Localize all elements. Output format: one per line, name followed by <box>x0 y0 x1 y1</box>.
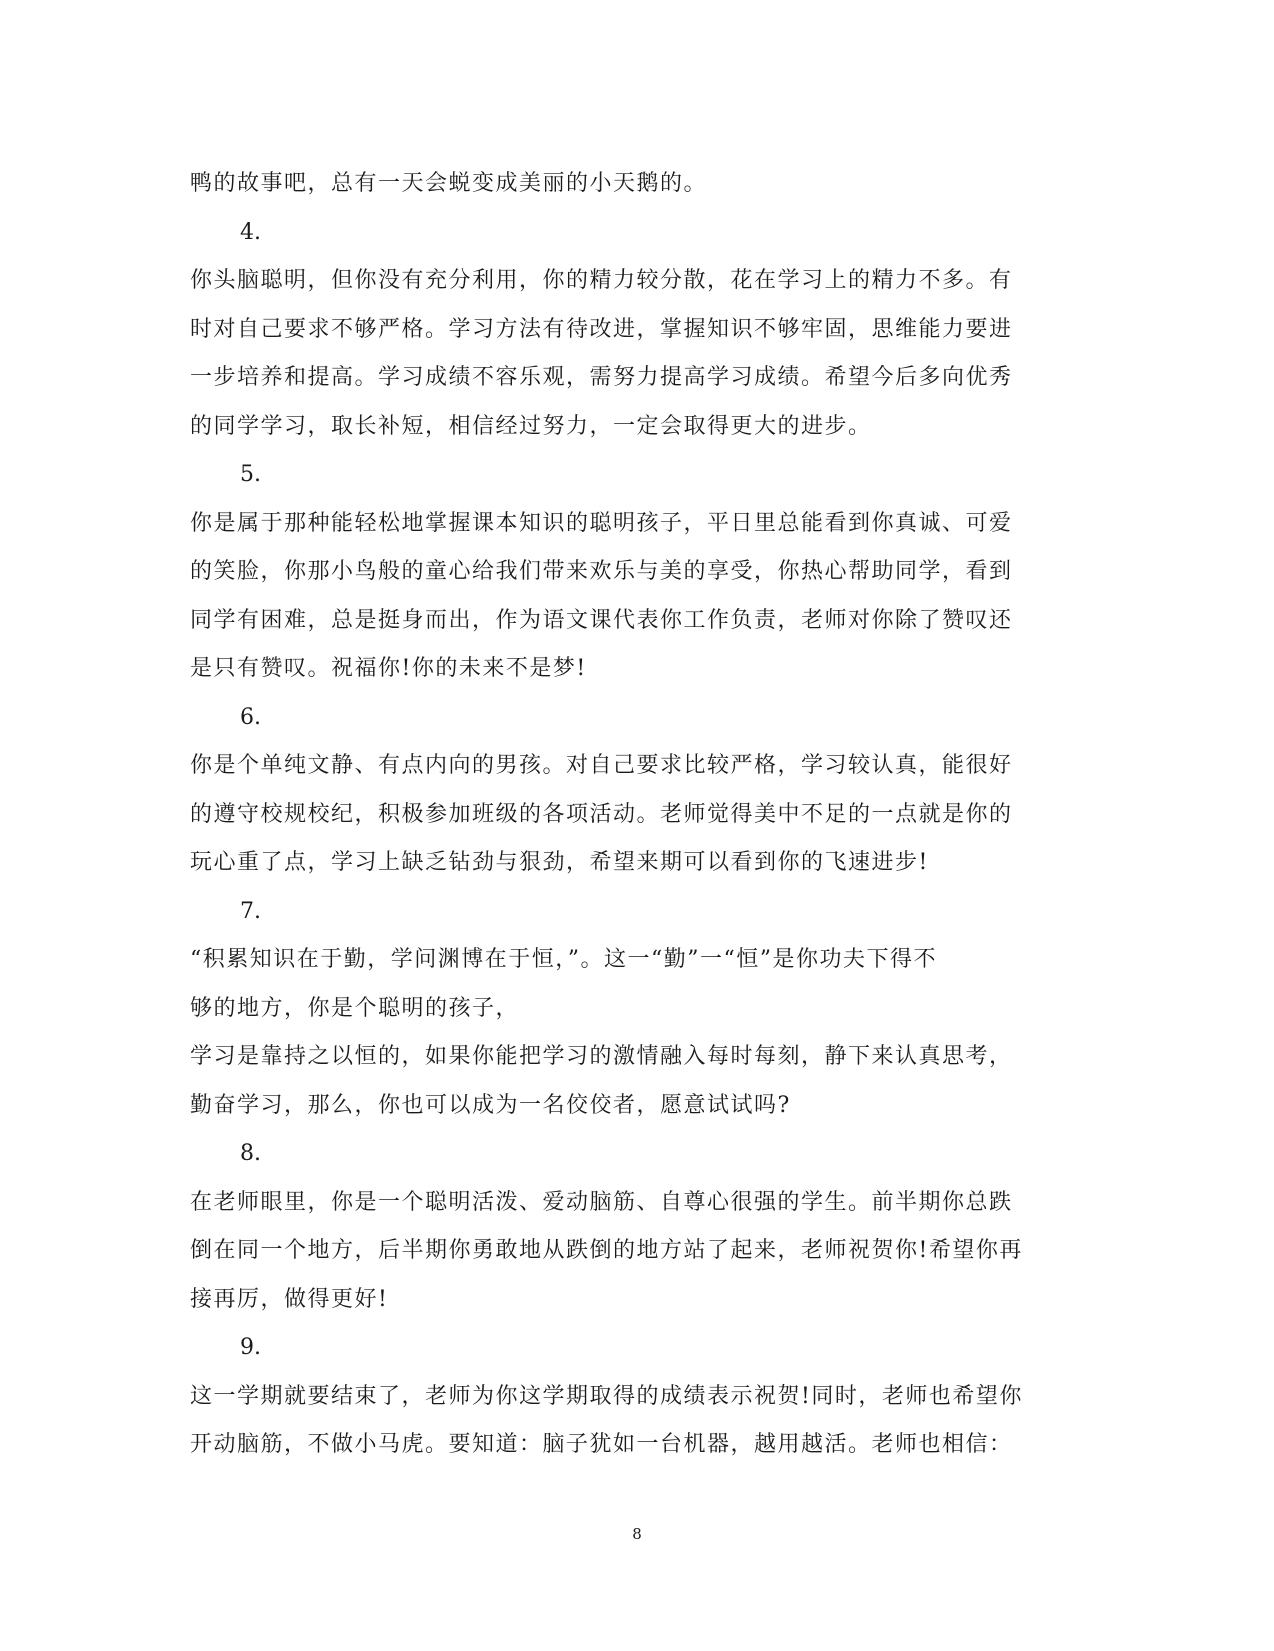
text-line: 同学有困难，总是挺身而出，作为语文课代表你工作负责，老师对你除了赞叹还 <box>190 607 1013 633</box>
item-number: 6. <box>240 704 261 730</box>
text-line: 一步培养和提高。学习成绩不容乐观，需努力提高学习成绩。希望今后多向优秀 <box>190 365 1013 390</box>
text-line: 的同学学习，取长补短，相信经过努力，一定会取得更大的进步。 <box>190 413 872 439</box>
document-body <box>190 160 1090 1470</box>
item-number: 4. <box>240 219 261 245</box>
text-line: 勤奋学习，那么，你也可以成为一名佼佼者，愿意试试吗? <box>190 1092 791 1118</box>
text-line: 开动脑筋，不做小马虎。要知道：脑子犹如一台机器，越用越活。老师也相信： <box>190 1432 1013 1457</box>
page-number: 8 <box>632 1525 642 1543</box>
text-line: 的遵守校规校纪，积极参加班级的各项活动。老师觉得美中不足的一点就是你的 <box>190 801 1013 827</box>
text-line: 的笑脸，你那小鸟般的童心给我们带来欢乐与美的享受，你热心帮助同学，看到 <box>190 559 1013 584</box>
text-line: 时对自己要求不够严格。学习方法有待改进，掌握知识不够牢固，思维能力要进 <box>190 316 1013 342</box>
text-line: 你是个单纯文静、有点内向的男孩。对自己要求比较严格，学习较认真，能很好 <box>190 753 1013 778</box>
item-number: 9. <box>240 1335 261 1360</box>
item-number: 7. <box>240 898 261 924</box>
text-line: 接再厉，做得更好! <box>190 1286 389 1312</box>
text-line: 你头脑聪明，但你没有充分利用，你的精力较分散，花在学习上的精力不多。有 <box>190 268 1013 293</box>
text-line: 这一学期就要结束了，老师为你这学期取得的成绩表示祝贺!同时，老师也希望你 <box>190 1383 1023 1409</box>
text-line: 是只有赞叹。祝福你!你的未来不是梦! <box>190 656 587 681</box>
text-line: 学习是靠持之以恒的，如果你能把学习的激情融入每时每刻，静下来认真思考， <box>190 1044 1013 1069</box>
text-line: “积累知识在于勤，学问渊博在于恒，”。这一“勤”一“恒”是你功夫下得不 <box>190 947 937 972</box>
text-line: 玩心重了点，学习上缺乏钻劲与狠劲，希望来期可以看到你的飞速进步! <box>190 850 929 875</box>
text-line: 够的地方，你是个聪明的孩子， <box>190 995 520 1021</box>
text-line: 倒在同一个地方，后半期你勇敢地从跌倒的地方站了起来，老师祝贺你!希望你再 <box>190 1238 1023 1263</box>
text-line: 在老师眼里，你是一个聪明活泼、爱动脑筋、自尊心很强的学生。前半期你总跌 <box>190 1189 1013 1215</box>
item-number: 5. <box>240 462 261 487</box>
item-number: 8. <box>240 1141 261 1166</box>
text-line: 你是属于那种能轻松地掌握课本知识的聪明孩子，平日里总能看到你真诚、可爱 <box>190 510 1013 536</box>
text-line: 鸭的故事吧，总有一天会蜕变成美丽的小天鹅的。 <box>190 171 708 196</box>
